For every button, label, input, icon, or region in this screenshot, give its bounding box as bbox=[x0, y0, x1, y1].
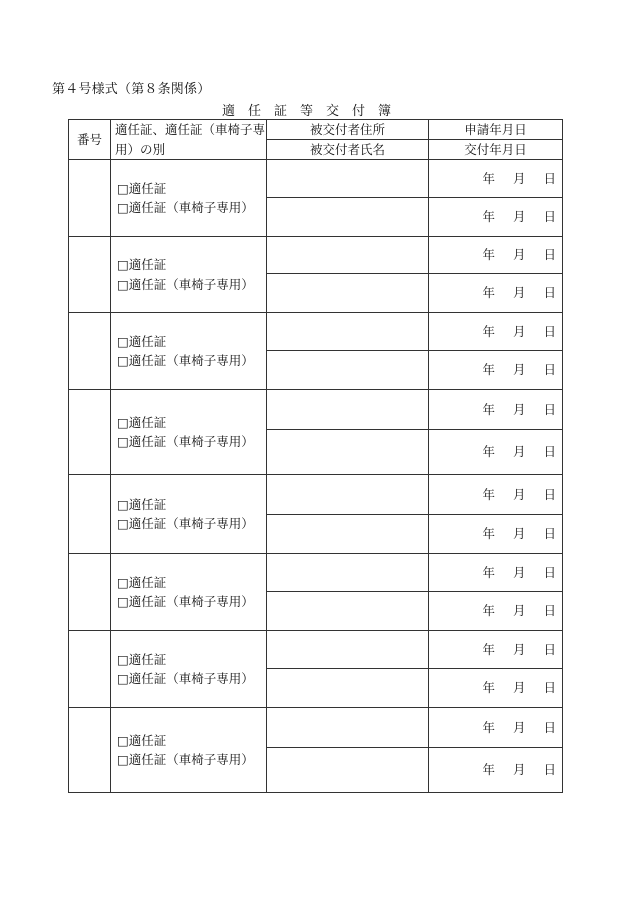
entry-number-cell[interactable] bbox=[69, 554, 111, 631]
date-year-label: 年 bbox=[482, 603, 495, 619]
checkbox-certificate-wheelchair[interactable]: □適任証（車椅子専用） bbox=[117, 594, 254, 609]
date-month-label: 月 bbox=[512, 641, 526, 657]
issue-date-cell[interactable] bbox=[429, 669, 563, 708]
date-year-label: 年 bbox=[482, 401, 495, 417]
entry-certificate-type-cell bbox=[111, 313, 267, 390]
date-day-label: 日 bbox=[543, 680, 556, 696]
checkbox-certificate-wheelchair[interactable]: □適任証（車椅子専用） bbox=[117, 276, 254, 292]
header-application-date: 申請年月日 bbox=[429, 120, 563, 140]
issue-date-cell[interactable] bbox=[429, 515, 563, 554]
header-certificate-type: 適任証、適任証（車椅子専用）の別 bbox=[111, 120, 267, 160]
checkbox-certificate[interactable]: □適任証 bbox=[117, 496, 167, 512]
date-placeholder bbox=[482, 642, 556, 657]
issue-date-cell[interactable] bbox=[429, 748, 563, 793]
date-day-label: 日 bbox=[543, 323, 556, 339]
date-year-label: 年 bbox=[482, 444, 495, 460]
date-month-label: 月 bbox=[512, 486, 526, 502]
entry-row bbox=[69, 554, 563, 592]
date-placeholder bbox=[482, 444, 556, 459]
date-month-label: 月 bbox=[512, 285, 526, 301]
recipient-name-cell[interactable] bbox=[267, 669, 429, 708]
date-placeholder bbox=[482, 402, 556, 417]
entry-number-cell[interactable] bbox=[69, 237, 111, 313]
recipient-address-cell[interactable] bbox=[267, 237, 429, 274]
date-day-label: 日 bbox=[543, 444, 556, 460]
recipient-name-cell[interactable] bbox=[267, 748, 429, 793]
date-placeholder bbox=[482, 720, 556, 735]
checkbox-certificate[interactable]: □適任証 bbox=[117, 180, 167, 196]
entry-certificate-type-cell bbox=[111, 708, 267, 793]
date-year-label: 年 bbox=[482, 285, 495, 301]
recipient-address-cell[interactable] bbox=[267, 554, 429, 592]
date-year-label: 年 bbox=[482, 323, 495, 339]
date-placeholder bbox=[482, 526, 556, 541]
date-year-label: 年 bbox=[482, 362, 495, 378]
entry-number-cell[interactable] bbox=[69, 708, 111, 793]
checkbox-certificate[interactable]: □適任証 bbox=[117, 732, 167, 748]
recipient-name-cell[interactable] bbox=[267, 351, 429, 390]
recipient-name-cell[interactable] bbox=[267, 592, 429, 631]
header-number: 番号 bbox=[69, 120, 111, 160]
date-placeholder bbox=[482, 324, 556, 339]
application-date-cell[interactable] bbox=[429, 390, 563, 430]
date-month-label: 月 bbox=[512, 719, 526, 735]
date-day-label: 日 bbox=[543, 247, 556, 263]
header-row bbox=[69, 120, 563, 140]
entry-row bbox=[69, 160, 563, 198]
date-month-label: 月 bbox=[512, 401, 526, 417]
checkbox-certificate-wheelchair[interactable]: □適任証（車椅子専用） bbox=[117, 516, 254, 531]
date-day-label: 日 bbox=[543, 526, 556, 542]
date-year-label: 年 bbox=[482, 209, 495, 225]
entry-certificate-type-cell bbox=[111, 631, 267, 708]
date-placeholder bbox=[482, 762, 556, 777]
header-issue-date: 交付年月日 bbox=[429, 140, 563, 160]
entry-number-cell[interactable] bbox=[69, 475, 111, 554]
entry-row bbox=[69, 708, 563, 748]
application-date-cell[interactable] bbox=[429, 631, 563, 669]
recipient-address-cell[interactable] bbox=[267, 160, 429, 198]
issue-date-cell[interactable] bbox=[429, 274, 563, 313]
recipient-name-cell[interactable] bbox=[267, 198, 429, 237]
date-day-label: 日 bbox=[543, 486, 556, 502]
date-month-label: 月 bbox=[512, 362, 526, 378]
recipient-address-cell[interactable] bbox=[267, 631, 429, 669]
date-year-label: 年 bbox=[482, 680, 495, 696]
issue-date-cell[interactable] bbox=[429, 592, 563, 631]
checkbox-certificate-wheelchair[interactable]: □適任証（車椅子専用） bbox=[117, 671, 254, 686]
checkbox-certificate-wheelchair[interactable]: □適任証（車椅子専用） bbox=[117, 200, 254, 215]
entry-number-cell[interactable] bbox=[69, 390, 111, 475]
date-year-label: 年 bbox=[482, 486, 495, 502]
recipient-address-cell[interactable] bbox=[267, 708, 429, 748]
date-month-label: 月 bbox=[512, 323, 526, 339]
date-day-label: 日 bbox=[543, 285, 556, 301]
date-day-label: 日 bbox=[543, 641, 556, 657]
checkbox-certificate[interactable]: □適任証 bbox=[117, 257, 167, 273]
checkbox-certificate[interactable]: □適任証 bbox=[117, 574, 167, 590]
date-year-label: 年 bbox=[482, 247, 495, 263]
date-day-label: 日 bbox=[543, 719, 556, 735]
date-placeholder bbox=[482, 285, 556, 300]
date-month-label: 月 bbox=[512, 209, 526, 225]
date-day-label: 日 bbox=[543, 762, 556, 778]
checkbox-certificate-wheelchair[interactable]: □適任証（車椅子専用） bbox=[117, 752, 254, 767]
entry-certificate-type-cell bbox=[111, 475, 267, 554]
date-day-label: 日 bbox=[543, 362, 556, 378]
application-date-cell[interactable] bbox=[429, 313, 563, 351]
date-month-label: 月 bbox=[512, 526, 526, 542]
entry-number-cell[interactable] bbox=[69, 631, 111, 708]
application-date-cell[interactable] bbox=[429, 237, 563, 274]
date-placeholder bbox=[482, 565, 556, 580]
application-date-cell[interactable] bbox=[429, 160, 563, 198]
entry-certificate-type-cell bbox=[111, 237, 267, 313]
date-day-label: 日 bbox=[543, 564, 556, 580]
application-date-cell[interactable] bbox=[429, 475, 563, 515]
date-month-label: 月 bbox=[512, 444, 526, 460]
date-year-label: 年 bbox=[482, 641, 495, 657]
checkbox-certificate[interactable]: □適任証 bbox=[117, 333, 167, 349]
header-recipient-address: 被交付者住所 bbox=[267, 120, 429, 140]
date-month-label: 月 bbox=[512, 603, 526, 619]
register-table bbox=[68, 119, 563, 793]
recipient-address-cell[interactable] bbox=[267, 390, 429, 430]
date-placeholder bbox=[482, 487, 556, 502]
date-month-label: 月 bbox=[512, 564, 526, 580]
date-year-label: 年 bbox=[482, 526, 495, 542]
entry-certificate-type-cell bbox=[111, 160, 267, 237]
header-recipient-name: 被交付者氏名 bbox=[267, 140, 429, 160]
checkbox-certificate-wheelchair[interactable]: □適任証（車椅子専用） bbox=[117, 434, 254, 449]
date-day-label: 日 bbox=[543, 209, 556, 225]
date-year-label: 年 bbox=[482, 719, 495, 735]
entry-number-cell[interactable] bbox=[69, 160, 111, 237]
date-day-label: 日 bbox=[543, 401, 556, 417]
date-month-label: 月 bbox=[512, 170, 526, 186]
date-year-label: 年 bbox=[482, 762, 495, 778]
date-day-label: 日 bbox=[543, 603, 556, 619]
date-month-label: 月 bbox=[512, 247, 526, 263]
recipient-name-cell[interactable] bbox=[267, 515, 429, 554]
page-title: 適任証等交付簿 bbox=[222, 104, 405, 119]
recipient-address-cell[interactable] bbox=[267, 475, 429, 515]
date-month-label: 月 bbox=[512, 762, 526, 778]
issue-date-cell[interactable] bbox=[429, 351, 563, 390]
entry-row bbox=[69, 390, 563, 430]
recipient-address-cell[interactable] bbox=[267, 313, 429, 351]
date-placeholder bbox=[482, 362, 556, 377]
date-day-label: 日 bbox=[543, 170, 556, 186]
entry-row bbox=[69, 237, 563, 274]
date-placeholder bbox=[482, 171, 556, 186]
issue-date-cell[interactable] bbox=[429, 198, 563, 237]
checkbox-certificate[interactable]: □適任証 bbox=[117, 414, 167, 430]
application-date-cell[interactable] bbox=[429, 554, 563, 592]
date-placeholder bbox=[482, 247, 556, 262]
entry-row bbox=[69, 475, 563, 515]
checkbox-certificate-wheelchair[interactable]: □適任証（車椅子専用） bbox=[117, 353, 254, 368]
checkbox-certificate[interactable]: □適任証 bbox=[117, 651, 167, 667]
date-month-label: 月 bbox=[512, 680, 526, 696]
entry-certificate-type-cell bbox=[111, 390, 267, 475]
date-placeholder bbox=[482, 603, 556, 618]
date-placeholder bbox=[482, 209, 556, 224]
form-number-label: 第４号様式（第８条関係） bbox=[52, 82, 211, 97]
date-year-label: 年 bbox=[482, 564, 495, 580]
entry-certificate-type-cell bbox=[111, 554, 267, 631]
date-placeholder bbox=[482, 680, 556, 695]
entry-row bbox=[69, 313, 563, 351]
issue-date-cell[interactable] bbox=[429, 430, 563, 475]
date-year-label: 年 bbox=[482, 170, 495, 186]
application-date-cell[interactable] bbox=[429, 708, 563, 748]
recipient-name-cell[interactable] bbox=[267, 274, 429, 313]
entry-number-cell[interactable] bbox=[69, 313, 111, 390]
entry-row bbox=[69, 631, 563, 669]
recipient-name-cell[interactable] bbox=[267, 430, 429, 475]
